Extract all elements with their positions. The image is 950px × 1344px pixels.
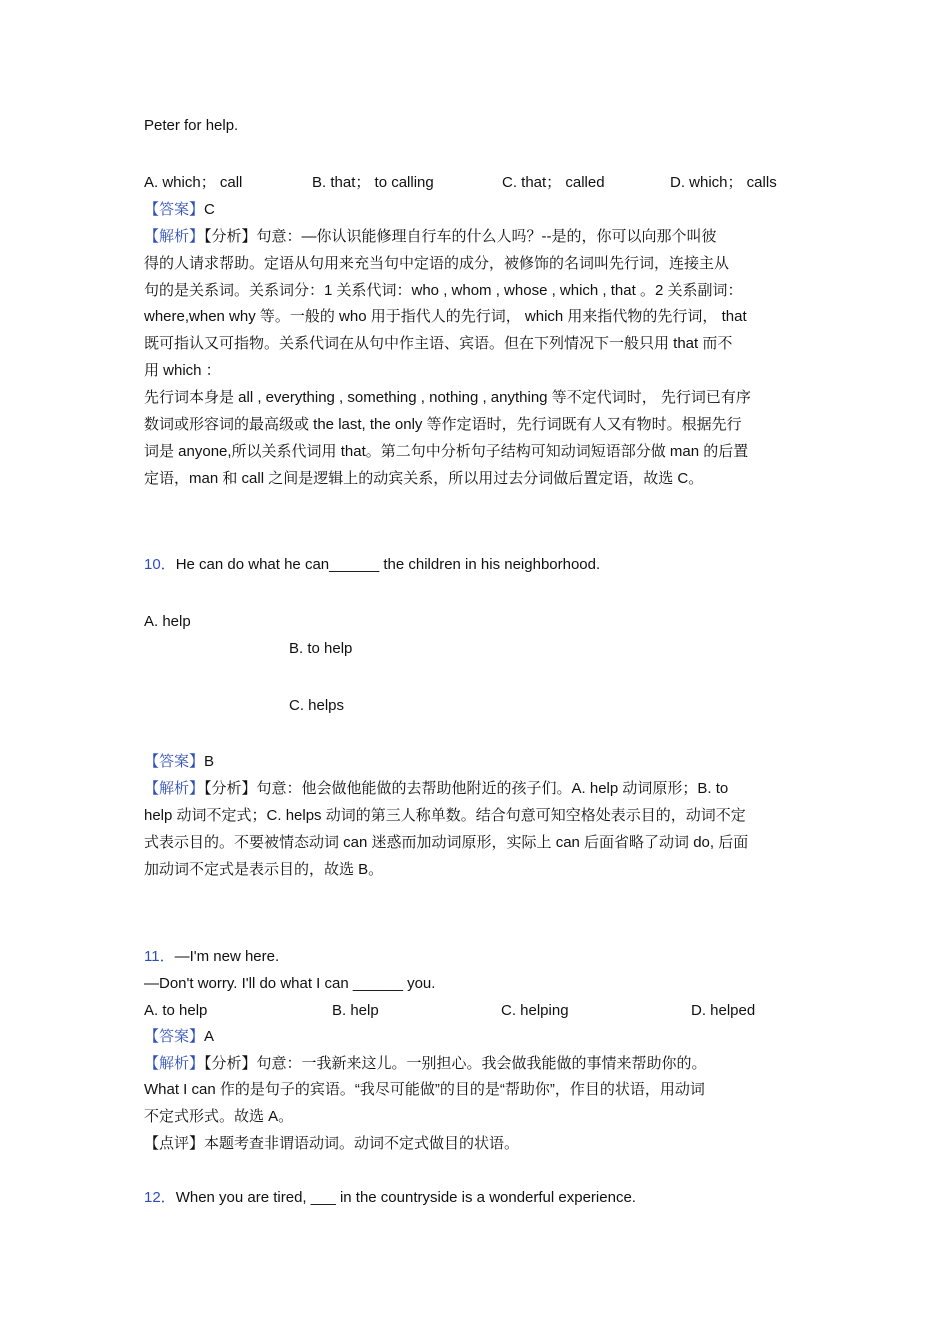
q9-option-a: A. which； call bbox=[144, 174, 243, 191]
answer-value: C bbox=[204, 201, 215, 218]
analysis-tag: 【解析】 bbox=[144, 780, 205, 797]
answer-tag: 【答案】 bbox=[144, 201, 205, 218]
q11-stem-line1 bbox=[144, 947, 279, 967]
q11-option-b: B. help bbox=[332, 1002, 379, 1019]
analysis-text: where,when why 等。一般的 who 用于指代人的先行词， which 用来指代物的先行词， that bbox=[144, 308, 747, 325]
question-text: —I'm new here. bbox=[174, 948, 280, 965]
q10-answer-line bbox=[144, 752, 214, 772]
analysis-text: 加动词不定式是表示目的，故选 B。 bbox=[144, 861, 384, 878]
q11-analysis-line bbox=[144, 1054, 707, 1074]
analysis-text: 句的是关系词。关系词分：1 关系代词：who , whom , whose , which , that 。2 关系副词： bbox=[144, 282, 743, 299]
q10-option-c: C. helps bbox=[289, 697, 345, 714]
q10-option-a: A. help bbox=[144, 613, 191, 630]
answer-tag: 【答案】 bbox=[144, 753, 205, 770]
analysis-text: 先行词本身是 all , everything , something , nothing , anything 等不定代词时， 先行词已有序 bbox=[144, 389, 751, 406]
analysis-text: 式表示目的。不要被情态动词 can 迷惑而加动词原形，实际上 can 后面省略了动词 do, 后面 bbox=[144, 834, 749, 851]
analysis-text: 数词或形容词的最高级或 the last, the only 等作定语时，先行词既有人又有物时。根据先行 bbox=[144, 416, 742, 433]
question-text: When you are tired, ___ in the countryside is a wonderful experience. bbox=[175, 1189, 636, 1206]
question-number: 10． bbox=[144, 556, 176, 573]
answer-value: A bbox=[204, 1028, 215, 1045]
analysis-text: 得的人请求帮助。定语从句用来充当句中定语的成分，被修饰的名词叫先行词，连接主从 bbox=[144, 255, 730, 272]
q11-option-d: D. helped bbox=[691, 1002, 756, 1019]
analysis-text: 【分析】句意：他会做他能做的去帮助他附近的孩子们。A. help 动词原形；B. to bbox=[204, 780, 729, 797]
analysis-tag: 【解析】 bbox=[144, 228, 205, 245]
q11-option-a: A. to help bbox=[144, 1002, 208, 1019]
q10-stem bbox=[144, 555, 600, 575]
q10-analysis-line bbox=[144, 779, 728, 799]
question-number: 12． bbox=[144, 1189, 176, 1206]
analysis-text: 【分析】句意：一我新来这儿。一别担心。我会做我能做的事情来帮助你的。 bbox=[204, 1055, 707, 1072]
q10-option-b: B. to help bbox=[289, 640, 353, 657]
q12-stem bbox=[144, 1188, 636, 1208]
q11-answer-line bbox=[144, 1027, 214, 1047]
q9-stem-tail: Peter for help. bbox=[144, 117, 239, 134]
q11-stem-line2: —Don't worry. I'll do what I can ______ you. bbox=[144, 975, 436, 992]
q9-analysis-line bbox=[144, 227, 717, 247]
answer-value: B bbox=[204, 753, 215, 770]
comment-text: 【点评】本题考查非谓语动词。动词不定式做目的状语。 bbox=[144, 1135, 520, 1152]
answer-tag: 【答案】 bbox=[144, 1028, 205, 1045]
analysis-text: 不定式形式。故选 A。 bbox=[144, 1108, 294, 1125]
q9-answer-line bbox=[144, 200, 215, 220]
q9-option-d: D. which； calls bbox=[670, 174, 777, 191]
analysis-text: What I can 作的是句子的宾语。“我尽可能做”的目的是“帮助你”，作目的状语，用动词 bbox=[144, 1081, 705, 1098]
analysis-text: 【分析】句意：—你认识能修理自行车的什么人吗？--是的，你可以向那个叫彼 bbox=[204, 228, 717, 245]
analysis-text: 词是 anyone,所以关系代词用 that。第二句中分析句子结构可知动词短语部分做 man 的后置 bbox=[144, 443, 749, 460]
analysis-text: help 动词不定式；C. helps 动词的第三人称单数。结合句意可知空格处表示目的，动词不定 bbox=[144, 807, 746, 824]
q9-option-c: C. that； called bbox=[502, 174, 605, 191]
q9-option-b: B. that； to calling bbox=[312, 174, 434, 191]
analysis-text: 既可指认又可指物。关系代词在从句中作主语、宾语。但在下列情况下一般只用 that 而不 bbox=[144, 335, 733, 352]
question-number: 11． bbox=[144, 948, 175, 965]
question-text: He can do what he can______ the children in his neighborhood. bbox=[175, 556, 601, 573]
analysis-text: 定语，man 和 call 之间是逻辑上的动宾关系，所以用过去分词做后置定语，故选 C。 bbox=[144, 470, 704, 487]
analysis-text: 用 which ： bbox=[144, 362, 221, 379]
q11-option-c: C. helping bbox=[501, 1002, 569, 1019]
analysis-tag: 【解析】 bbox=[144, 1055, 205, 1072]
